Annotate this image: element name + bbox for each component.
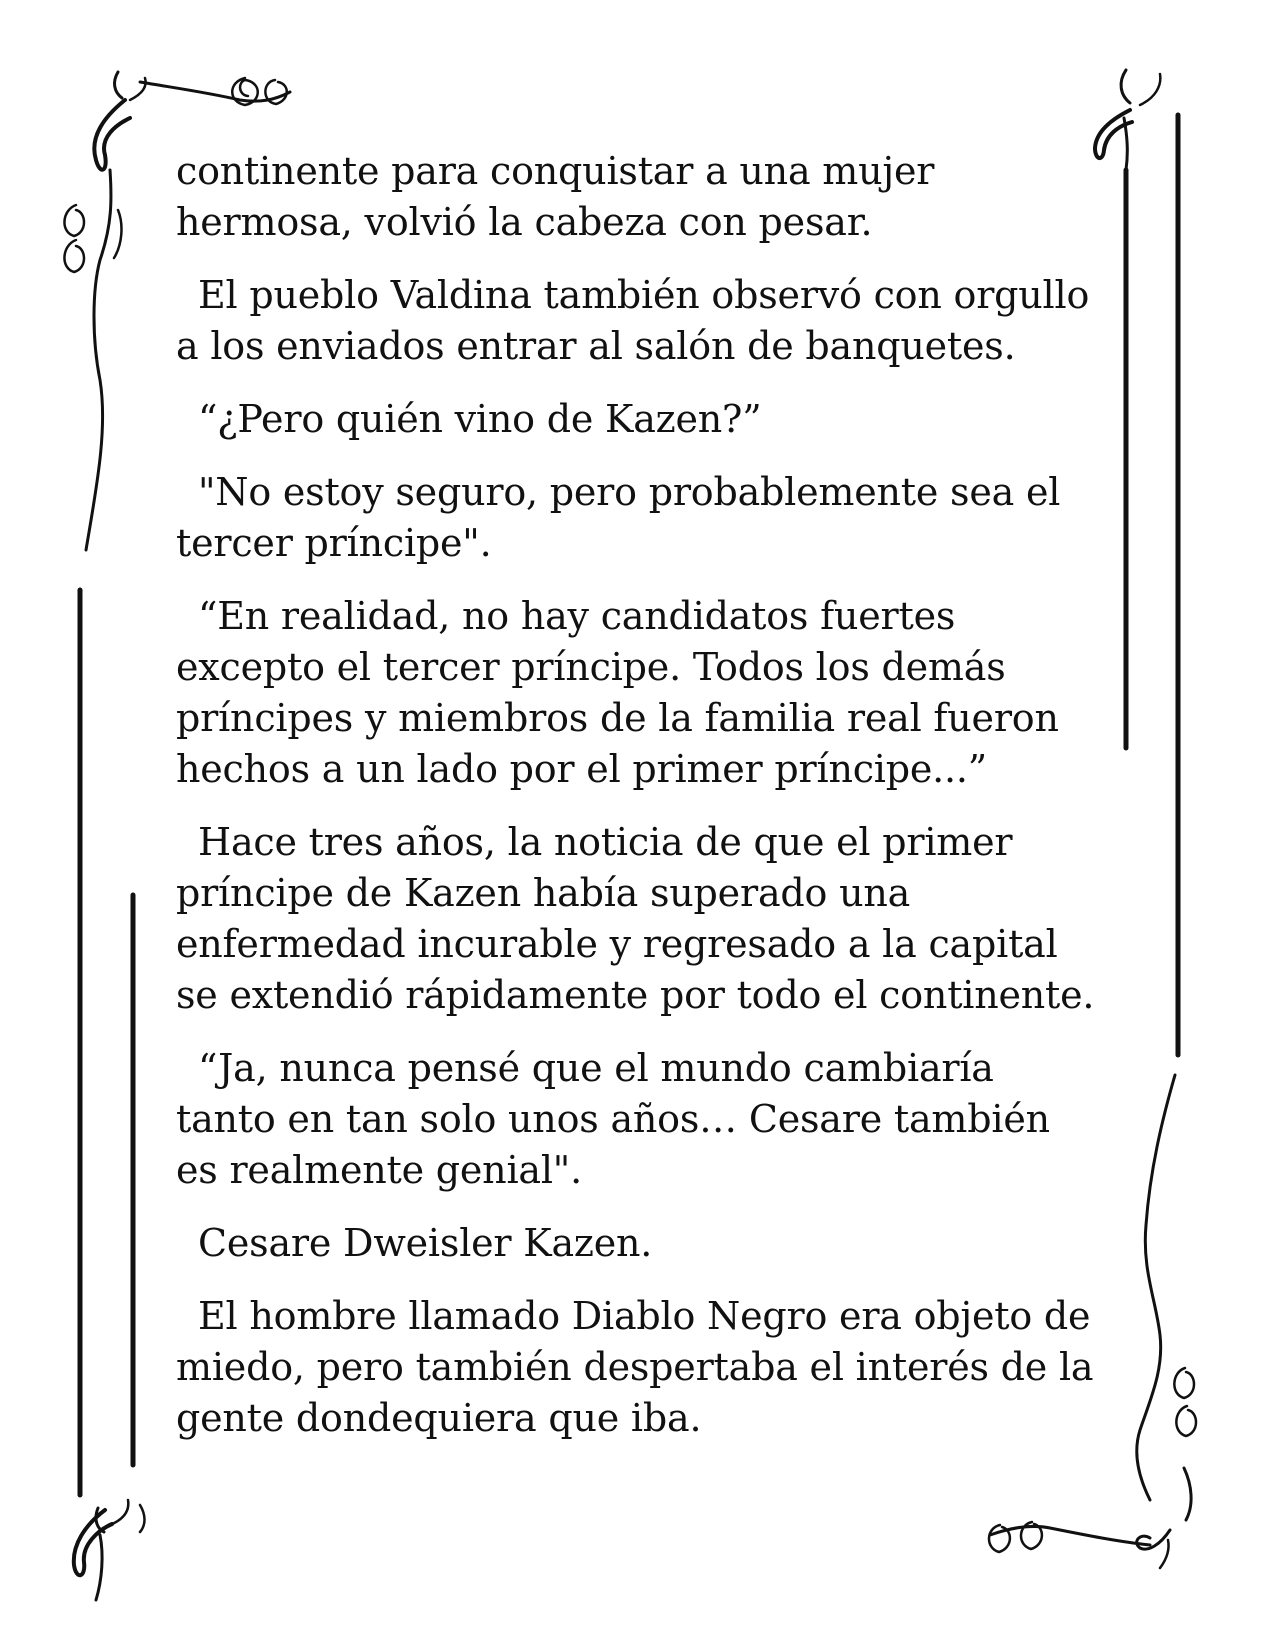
bottom-left-flourish (74, 1500, 145, 1600)
paragraph-7: “Ja, nunca pensé que el mundo cambiaría tanto en tan solo unos años… Cesare también es realmente genial". (176, 1046, 1050, 1192)
paragraph-1: continente para conquistar a una mujer hermosa, volvió la cabeza con pesar. (176, 149, 935, 244)
text-body (176, 146, 1106, 1466)
paragraph-4: "No estoy seguro, pero probablemente sea el tercer príncipe". (176, 470, 1061, 565)
paragraph-3: “¿Pero quién vino de Kazen?” (198, 397, 762, 441)
paragraph-9: El hombre llamado Diablo Negro era objeto de miedo, pero también despertaba el interés de la gente dondequiera que iba. (176, 1294, 1094, 1440)
paragraph-8: Cesare Dweisler Kazen. (198, 1221, 653, 1265)
paragraph-6: Hace tres años, la noticia de que el primer príncipe de Kazen había superado una enfermedad incurable y regresado a la capital se extendió rápidamente por todo el continente. (176, 820, 1095, 1017)
paragraph-5: “En realidad, no hay candidatos fuertes excepto el tercer príncipe. Todos los demás príncipes y miembros de la familia real fueron hechos a un lado por el primer príncipe...” (176, 594, 1059, 791)
paragraph-2: El pueblo Valdina también observó con orgullo a los enviados entrar al salón de banquetes. (176, 273, 1090, 368)
